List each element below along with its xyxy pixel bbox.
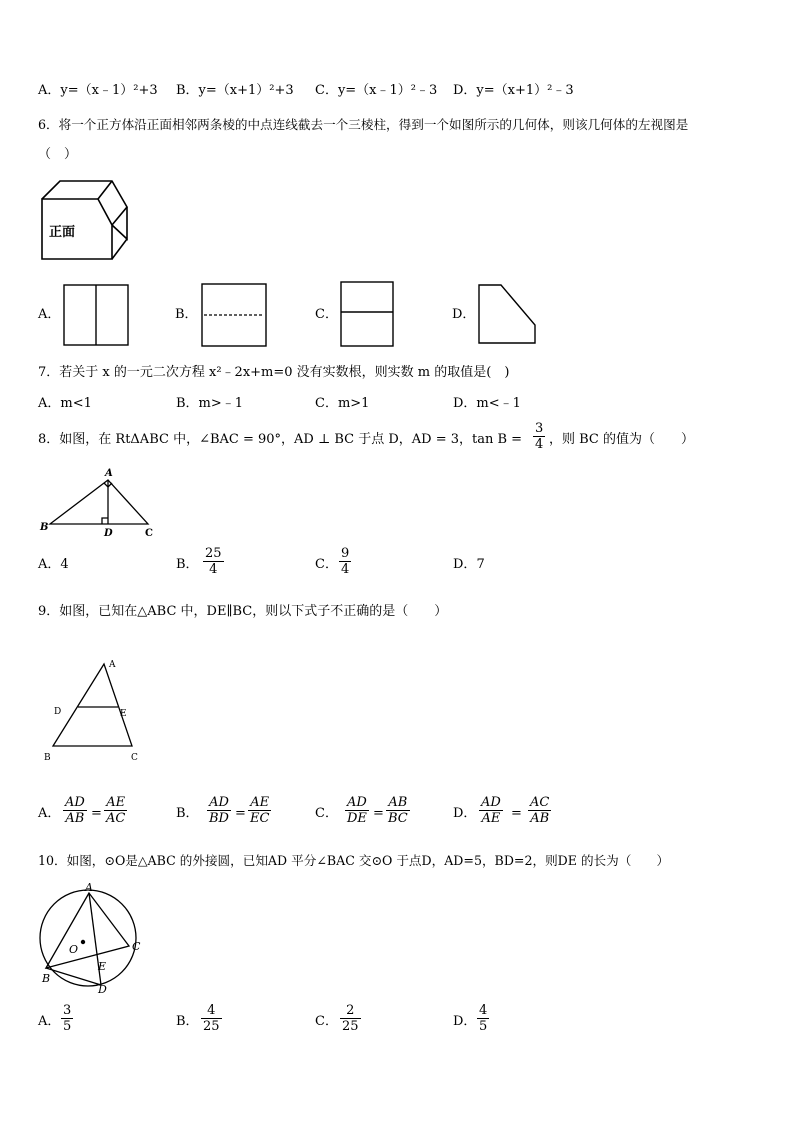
q10-label-b: B (42, 972, 51, 985)
q8-option-b-den: 4 (209, 562, 218, 577)
q10-label-d: D (98, 983, 107, 996)
q8-option-b-letter[interactable]: B． (176, 557, 199, 572)
q8-stem-a: 8．如图，在 RtΔABC 中，∠BAC = 90°，AD ⊥ BC 于点 D，AD = 3，tan B = (38, 432, 523, 447)
q6-front-label: 正面 (49, 225, 76, 240)
q10-label-o: O (69, 943, 79, 956)
q10-stem: 10．如图，⊙O是△ABC 的外接圆，已知AD 平分∠BAC 交⊙O 于点D，AD=5，BD=2，则DE 的长为（ ） (38, 853, 670, 868)
q9-b-l-num: AD (207, 795, 231, 811)
q10-option-c-fraction[interactable] (340, 1003, 361, 1034)
q6-cut-edge-top (98, 181, 112, 199)
q10-b-num: 4 (201, 1003, 222, 1019)
q9-option-d-right[interactable] (528, 795, 551, 826)
q8-option-b-num: 25 (205, 546, 222, 561)
q7-option-d[interactable]: D．m<﹣1 (453, 396, 521, 411)
q6-top-outline (42, 181, 127, 225)
q6-option-b-view[interactable] (200, 282, 268, 348)
q9-stem: 9．如图，已知在△ABC 中，DE∥BC，则以下式子不正确的是（ ） (38, 604, 448, 619)
q6-option-b-letter[interactable]: B． (175, 307, 198, 322)
q8-triangle-figure (38, 466, 166, 540)
q10-d-den: 5 (479, 1019, 488, 1034)
q8-tan-num: 3 (535, 421, 544, 436)
q9-b-r-den: EC (250, 811, 270, 826)
q8-option-c-letter[interactable]: C． (315, 557, 338, 572)
q9-option-c-letter[interactable]: C． (315, 806, 338, 821)
q7-option-a[interactable]: A．m<1 (38, 396, 92, 411)
q9-label-b: B (44, 753, 51, 763)
q5-option-a[interactable]: A．y=（x﹣1）²+3 (38, 83, 158, 98)
q10-label-a: A (85, 881, 93, 894)
q9-label-a: A (109, 660, 116, 670)
q9-label-c: C (131, 753, 138, 763)
q8-option-b-fraction[interactable] (203, 546, 224, 577)
q9-c-l-num: AD (345, 795, 369, 811)
q5-option-d[interactable]: D．y=（x+1）²﹣3 (453, 83, 574, 98)
q8-option-d-value: 7 (476, 557, 485, 572)
q10-option-b-letter[interactable]: B． (176, 1014, 199, 1029)
q8-option-c-fraction[interactable] (339, 546, 351, 577)
q10-a-den: 5 (63, 1019, 72, 1034)
q10-c-num: 2 (340, 1003, 361, 1019)
q8-label-c: C (145, 528, 153, 539)
q9-option-a-right[interactable] (104, 795, 127, 826)
q9-option-d-letter[interactable]: D． (453, 806, 477, 821)
q10-circle (40, 890, 136, 986)
q8-option-a[interactable] (38, 555, 69, 575)
q7-option-c[interactable]: C．m>1 (315, 396, 370, 411)
q10-c-den: 25 (342, 1019, 359, 1034)
q9-d-l-num: AD (481, 795, 501, 810)
q7-stem: 7．若关于 x 的一元二次方程 x²﹣2x+m=0 没有实数根，则实数 m 的取值是( ) (38, 365, 510, 380)
q10-option-a-letter[interactable]: A． (38, 1014, 61, 1029)
q9-option-d-left[interactable] (479, 795, 503, 826)
q6-solid-figure (38, 175, 130, 265)
q10-b-den: 25 (203, 1019, 220, 1034)
q8-option-a-value: 4 (60, 557, 69, 572)
q10-label-c: C (132, 940, 141, 953)
q10-option-d-letter[interactable]: D． (453, 1014, 477, 1029)
q9-label-e: E (120, 709, 127, 719)
q9-option-b-left[interactable] (207, 795, 231, 826)
q6-stem-paren: （ ） (38, 147, 78, 162)
q10-a-num: 3 (63, 1003, 72, 1018)
q6-side-bottom (112, 239, 127, 259)
q8-option-a-letter: A． (38, 557, 61, 572)
q9-d-r-num: AC (530, 795, 550, 810)
q8-option-c-num: 9 (341, 546, 350, 561)
q9-d-r-den: AB (530, 811, 550, 826)
q6-option-d-view[interactable] (477, 283, 539, 345)
q7-option-b[interactable]: B．m>﹣1 (176, 396, 244, 411)
q10-d-num: 4 (479, 1003, 488, 1018)
q10-option-d-fraction[interactable] (477, 1003, 489, 1034)
q10-center-dot (81, 940, 85, 944)
q6-option-c-view[interactable] (339, 280, 395, 348)
q8-option-d[interactable] (453, 555, 485, 575)
q10-label-e: E (98, 960, 107, 973)
q9-c-r-den: BC (388, 811, 408, 826)
q10-option-a-fraction[interactable] (61, 1003, 73, 1034)
q9-a-l-den: AB (65, 811, 85, 826)
q8-tan-fraction (533, 421, 545, 452)
q10-circle-figure (36, 878, 148, 998)
q9-d-l-den: AE (481, 811, 501, 826)
q8-label-b: B (40, 522, 49, 533)
q6-option-d-letter[interactable]: D． (452, 307, 476, 322)
q9-b-l-den: BD (209, 811, 229, 826)
q9-triangle-figure (38, 656, 148, 768)
q9-a-r-num: AE (104, 795, 127, 811)
q9-a-r-den: AC (106, 811, 126, 826)
q5-option-b[interactable]: B．y=（x+1）²+3 (176, 83, 294, 98)
q8-option-d-letter: D． (453, 557, 477, 572)
q10-option-c-letter[interactable]: C． (315, 1014, 338, 1029)
q9-option-b-letter[interactable]: B． (176, 806, 199, 821)
q6-option-a-view[interactable] (62, 283, 130, 347)
q9-option-a-left[interactable] (63, 795, 87, 826)
q9-option-c-left[interactable] (345, 795, 369, 826)
q6-option-c-letter[interactable]: C． (315, 307, 338, 322)
q10-segment-bd (46, 968, 101, 985)
q8-option-c-den: 4 (341, 562, 350, 577)
q9-c-r-num: AB (386, 795, 410, 811)
q10-triangle-abc (46, 893, 129, 968)
q10-option-b-fraction[interactable] (201, 1003, 222, 1034)
q9-label-d: D (54, 707, 62, 717)
q9-option-c-right[interactable] (386, 795, 410, 826)
q9-option-b-right[interactable] (248, 795, 271, 826)
q9-b-r-num: AE (248, 795, 271, 811)
q8-label-d: D (104, 528, 113, 539)
q9-c-l-den: DE (347, 811, 367, 826)
q6-stem: 6．将一个正方体沿正面相邻两条棱的中点连线截去一个三棱柱，得到一个如图所示的几何体，则该几何体的左视图是 (38, 117, 689, 132)
q9-option-c-equals: = (373, 806, 384, 821)
q8-label-a: A (105, 468, 113, 479)
q8-stem-b: ，则 BC 的值为（ ） (549, 432, 695, 447)
q9-option-d-equals: = (511, 806, 522, 821)
q5-option-c[interactable]: C．y=（x﹣1）²﹣3 (315, 83, 438, 98)
q9-option-b-equals: = (235, 806, 246, 821)
q9-option-a-letter[interactable]: A． (38, 806, 61, 821)
q9-option-a-equals: = (91, 806, 102, 821)
q6-option-a-letter[interactable]: A． (38, 307, 61, 322)
q9-a-l-num: AD (65, 795, 85, 810)
q8-tan-den: 4 (535, 437, 544, 452)
